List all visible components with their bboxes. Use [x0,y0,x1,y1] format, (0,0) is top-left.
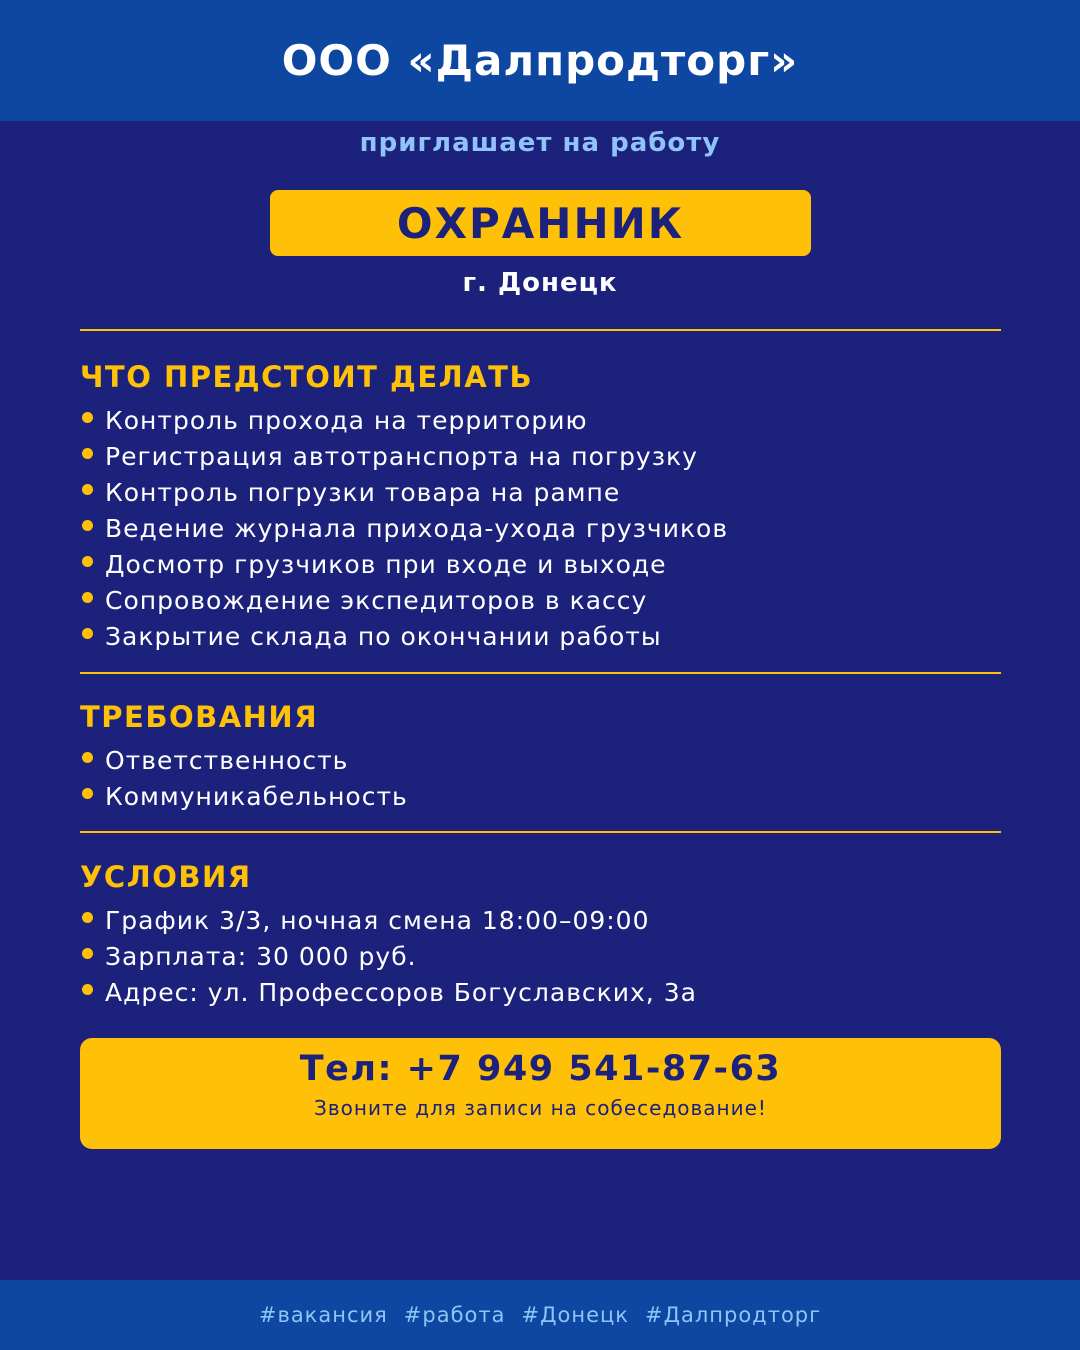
list-item [82,475,728,511]
list-item [82,511,728,547]
footer-bar [0,1280,1080,1350]
bullet-icon [82,412,93,423]
list-item [82,547,728,583]
list-item [82,439,728,475]
list-item [82,403,728,439]
hashtag: #работа [403,1303,506,1327]
invite-text: приглашает на работу [359,128,721,158]
list-item [82,939,697,975]
list-item [82,619,728,655]
duties-list [82,403,728,655]
conditions-heading: УСЛОВИЯ [80,860,252,894]
hashtag-list [259,1303,821,1327]
call-to-action: Звоните для записи на собеседование! [314,1096,767,1120]
bullet-icon [82,448,93,459]
city-label: г. Донецк [462,268,618,298]
duty-text: Контроль прохода на территорию [105,406,588,435]
bullet-icon [82,628,93,639]
header-bar [0,0,1080,121]
bullet-icon [82,948,93,959]
duty-text: Регистрация автотранспорта на погрузку [105,442,698,471]
list-item [82,583,728,619]
duty-text: Досмотр грузчиков при входе и выходе [105,550,667,579]
duty-text: Контроль погрузки товара на рампе [105,478,621,507]
bullet-icon [82,556,93,567]
requirement-text: Коммуникабельность [105,782,408,811]
condition-text: График 3/3, ночная смена 18:00–09:00 [105,906,650,935]
list-item [82,743,408,779]
bullet-icon [82,592,93,603]
phone-number[interactable]: Тел: +7 949 541-87-63 [299,1049,782,1089]
duty-text: Сопровождение экспедиторов в кассу [105,586,648,615]
bullet-icon [82,520,93,531]
divider [80,329,1001,331]
hashtag: #Донецк [521,1303,629,1327]
bullet-icon [82,484,93,495]
bullet-icon [82,984,93,995]
requirements-heading: ТРЕБОВАНИЯ [80,700,319,734]
condition-text: Зарплата: 30 000 руб. [105,942,417,971]
bullet-icon [82,752,93,763]
position-badge [270,190,811,256]
bullet-icon [82,912,93,923]
divider [80,831,1001,833]
duty-text: Закрытие склада по окончании работы [105,622,662,651]
list-item [82,903,697,939]
divider [80,672,1001,674]
hashtag: #Далпродторг [644,1303,822,1327]
position-title: ОХРАННИК [396,198,685,248]
condition-text: Адрес: ул. Профессоров Богуславских, 3а [105,978,697,1007]
duty-text: Ведение журнала прихода-ухода грузчиков [105,514,729,543]
list-item [82,779,408,815]
company-name: ООО «Далпродторг» [281,36,799,85]
hashtag: #вакансия [258,1303,388,1327]
list-item [82,975,697,1011]
requirements-list [82,743,408,815]
bullet-icon [82,788,93,799]
conditions-list [82,903,697,1011]
contact-box [80,1038,1001,1149]
duties-heading: ЧТО ПРЕДСТОИТ ДЕЛАТЬ [80,360,534,394]
requirement-text: Ответственность [105,746,349,775]
